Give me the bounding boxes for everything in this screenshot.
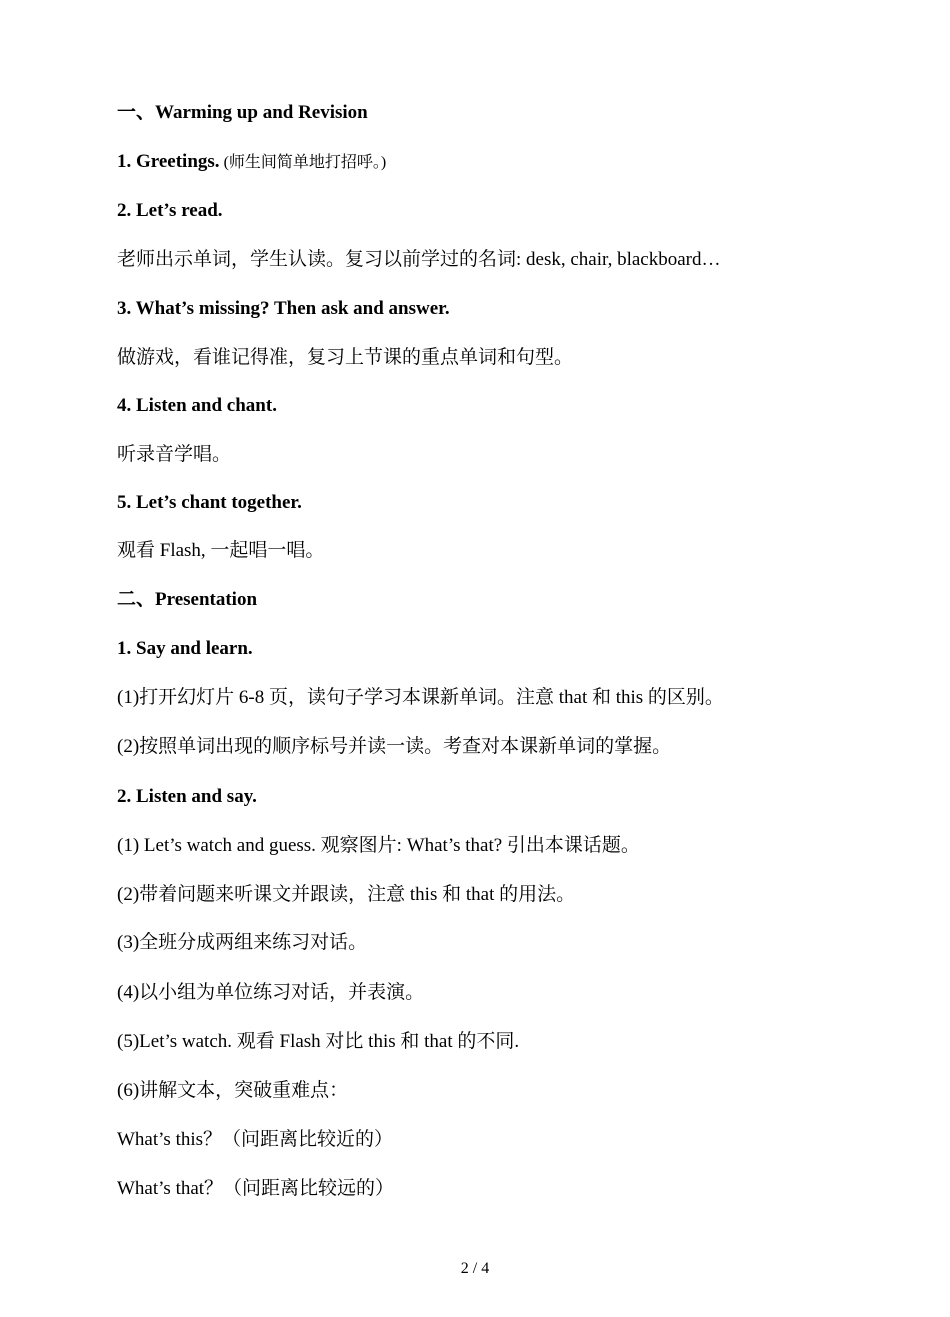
section-heading-warming-up: 一、Warming up and Revision	[117, 102, 368, 123]
paragraph-watch-guess: (1) Let’s watch and guess. 观察图片: What’s that? 引出本课话题。	[117, 835, 640, 856]
paragraph-follow: (2)带着问题来听课文并跟读，注意 this 和 that 的用法。	[117, 884, 576, 905]
item-chant-together: 5. Let’s chant together.	[117, 492, 302, 513]
item-listen-say: 2. Listen and say.	[117, 786, 257, 807]
item-greetings	[117, 150, 386, 175]
paragraph-explain: (6)讲解文本，突破重难点：	[117, 1080, 349, 1101]
page-number: 2 / 4	[460, 1260, 490, 1277]
item-whats-missing: 3. What’s missing? Then ask and answer.	[117, 298, 450, 319]
paragraph-flash: 观看 Flash, 一起唱一唱。	[117, 540, 325, 561]
paragraph-game: 做游戏，看谁记得准，复习上节课的重点单词和句型。	[117, 347, 574, 368]
section-heading-presentation: 二、Presentation	[117, 589, 258, 610]
item-listen-chant: 4. Listen and chant.	[117, 395, 277, 416]
item-greetings-title: 1. Greetings.	[117, 151, 220, 172]
paragraph-perform: (4)以小组为单位练习对话，并表演。	[117, 982, 425, 1003]
paragraph-slides: (1)打开幻灯片 6-8 页，读句子学习本课新单词。注意 that 和 this 的区别。	[117, 687, 724, 708]
paragraph-compare: (5)Let’s watch. 观看 Flash 对比 this 和 that 的不同.	[117, 1031, 520, 1052]
paragraph-groups: (3)全班分成两组来练习对话。	[117, 932, 368, 953]
paragraph-read: 老师出示单词，学生认读。复习以前学过的名词: desk, chair, blackboard…	[117, 249, 721, 270]
item-greetings-note: (师生间简单地打招呼。)	[219, 154, 387, 171]
item-lets-read: 2. Let’s read.	[117, 200, 223, 221]
paragraph-whats-that: What’s that？（问距离比较远的）	[117, 1178, 395, 1199]
item-say-learn: 1. Say and learn.	[117, 638, 253, 659]
paragraph-order: (2)按照单词出现的顺序标号并读一读。考查对本课新单词的掌握。	[117, 736, 672, 757]
paragraph-listen: 听录音学唱。	[117, 444, 232, 465]
paragraph-whats-this: What’s this？（问距离比较近的）	[117, 1129, 394, 1150]
